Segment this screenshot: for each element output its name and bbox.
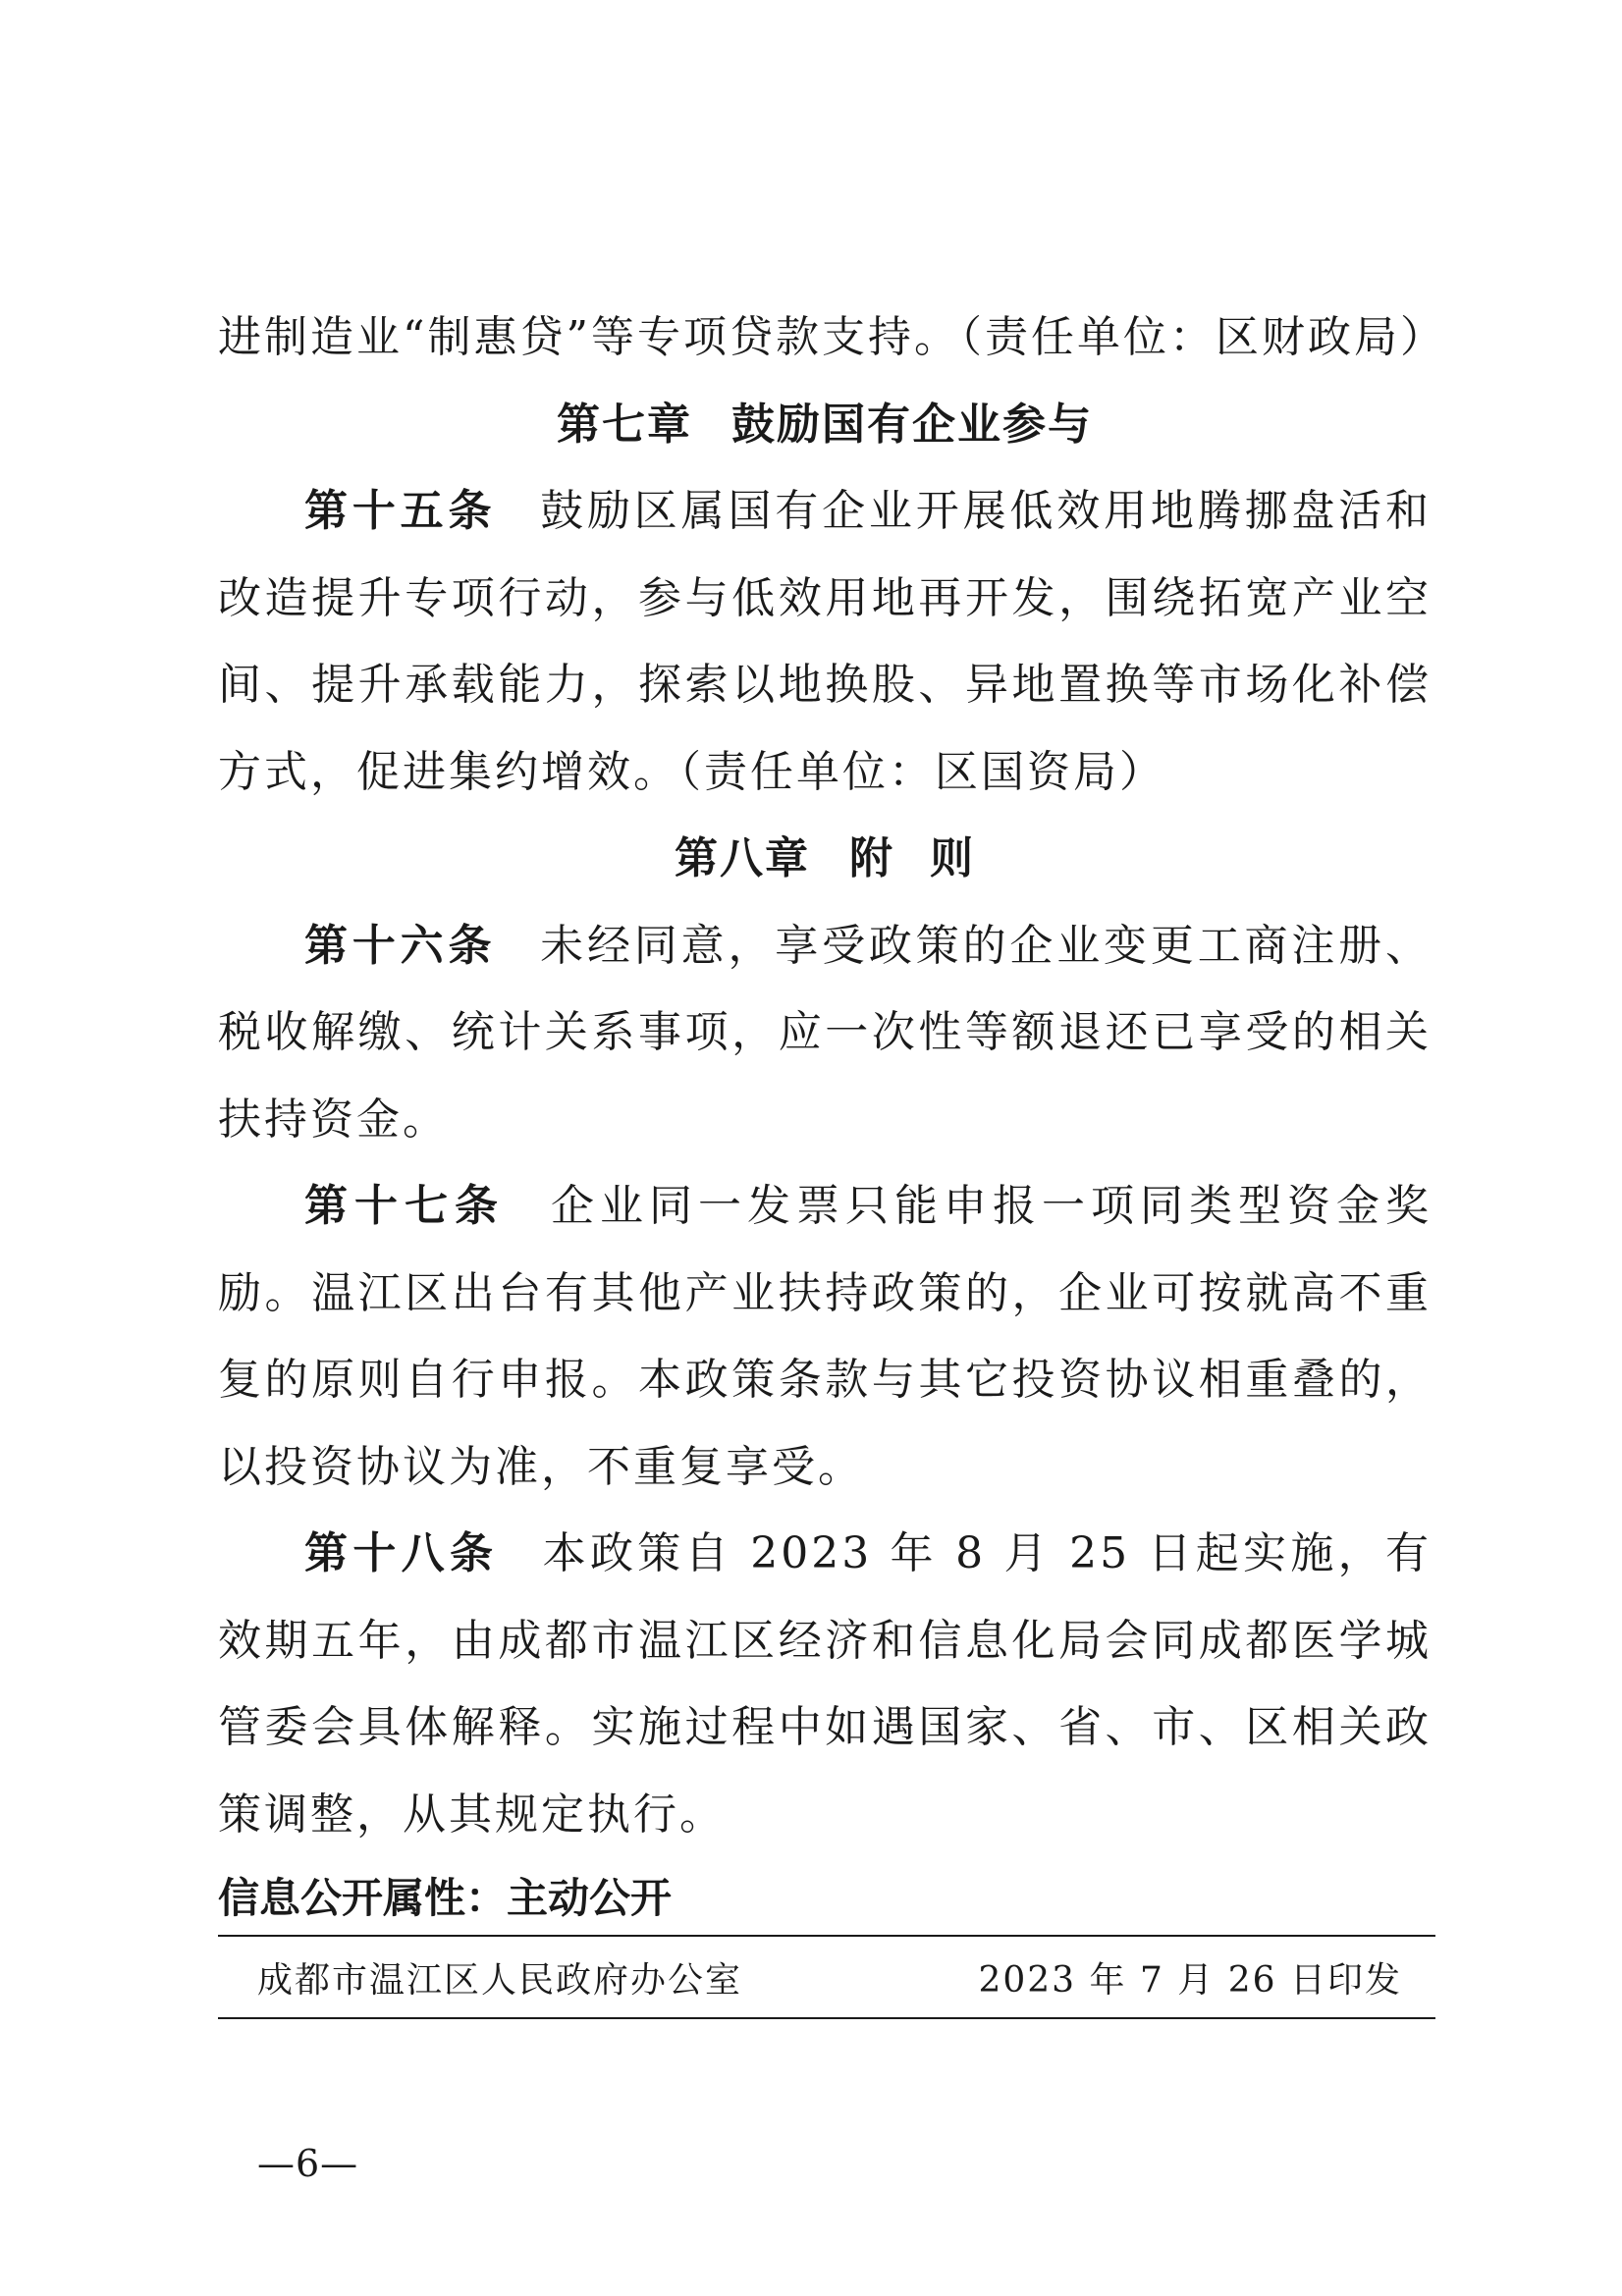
article-15-text: 鼓励区属国有企业开展低效用地腾挪盘活和改造提升专项行动，参与低效用地再开发，围绕拓宽产业空间、提升承载能力，探索以地换股、异地置换等市场化补偿方式，促进集约增效。（责任单位：区国资局） (218, 486, 1433, 797)
document-footer (218, 1870, 1435, 2019)
article-16 (218, 903, 1432, 1164)
article-17 (218, 1163, 1432, 1511)
issue-date: 2023 年 7 月 26 日印发 (978, 1959, 1402, 2001)
article-17-text: 企业同一发票只能申报一项同类型资金奖励。温江区出台有其他产业扶持政策的，企业可按就高不重复的原则自行申报。本政策条款与其它投资协议相重叠的，以投资协议为准，不重复享受。 (218, 1181, 1432, 1492)
chapter-7-heading (218, 382, 1432, 469)
continuation-paragraph: 进制造业“制惠贷”等专项贷款支持。（责任单位：区财政局） (218, 312, 1446, 362)
article-16-text: 未经同意，享受政策的企业变更工商注册、税收解缴、统计关系事项，应一次性等额退还已享受的相关扶持资金。 (218, 920, 1433, 1145)
chapter-8-title-part2: 则 (930, 833, 975, 883)
article-16-number: 第十六条 (304, 920, 497, 971)
chapter-8-heading (218, 816, 1432, 903)
issuer-name: 成都市温江区人民政府办公室 (257, 1959, 743, 2001)
document-body (218, 294, 1446, 1858)
article-18-text: 本政策自 2023 年 8 月 25 日起实施，有效期五年，由成都市温江区经济和信息化局会同成都医学城管委会具体解释。实施过程中如遇国家、省、市、区相关政策调整，从其规定执行。 (218, 1528, 1432, 1840)
chapter-8-title-part1: 附 (849, 833, 894, 883)
chapter-8-number: 第八章 (675, 833, 810, 883)
article-18 (218, 1511, 1432, 1858)
article-17-number: 第十七条 (304, 1181, 505, 1231)
article-18-number: 第十八条 (304, 1528, 499, 1578)
disclosure-attribute: 信息公开属性：主动公开 (218, 1874, 673, 1922)
page-number: —6— (257, 2142, 359, 2185)
article-15 (218, 468, 1432, 816)
footer-bottom-rule (218, 2017, 1435, 2019)
issuer-row (218, 1937, 1435, 2017)
chapter-7-number: 第七章 (557, 399, 692, 450)
chapter-7-title: 鼓励国有企业参与 (731, 399, 1093, 450)
article-15-number: 第十五条 (304, 486, 497, 536)
